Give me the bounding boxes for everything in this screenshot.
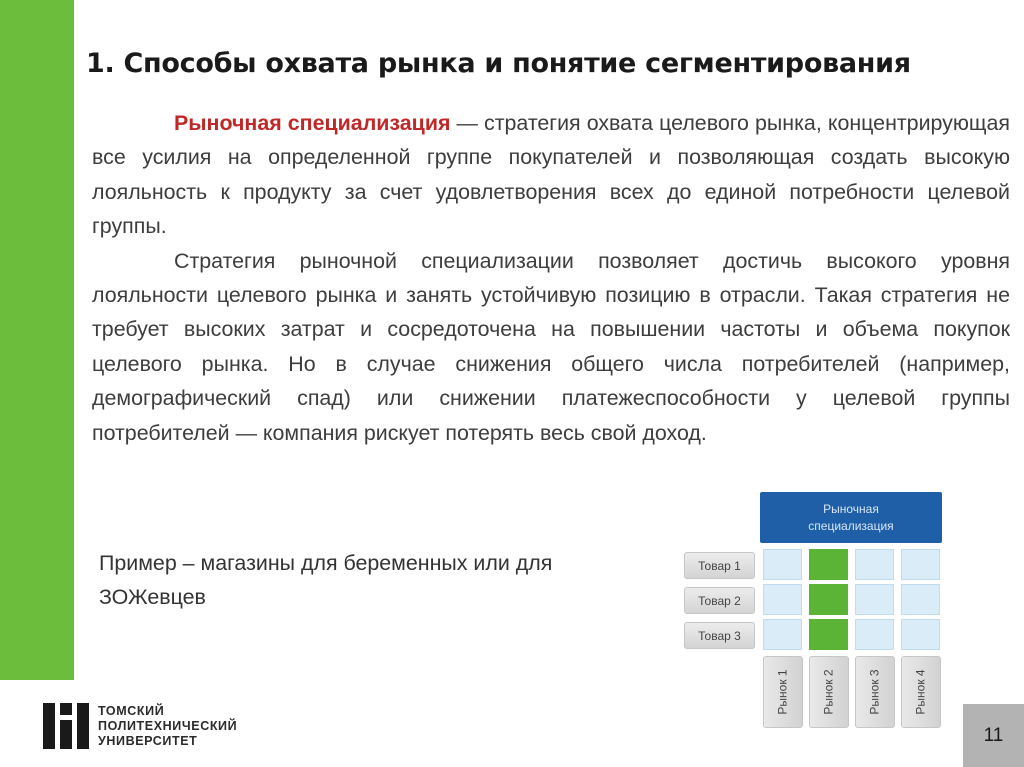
grid-cell <box>901 619 940 650</box>
university-name-line2: ПОЛИТЕХНИЧЕСКИЙ <box>98 719 238 733</box>
market-label-4 <box>901 656 941 728</box>
market-label-2 <box>809 656 849 728</box>
grid-cell <box>901 584 940 615</box>
diagram-header-line2: специализация <box>808 518 894 533</box>
term-market-specialization: Рыночная специализация <box>174 111 451 135</box>
university-name <box>98 704 237 749</box>
paragraph-strategy: Стратегия рыночной специализации позволяет достичь высокого уровня лояльности целевого рынка и занять устойчивую позицию в отрасли. Такая стратегия не требует высоких затрат и сосредоточена на повышении частоты и объема покупок целевого рынка. Но в случае снижения общего числа потребителей (например, демографический спад) или снижении платежеспособности у целевой группы потребителей — компания рискует потерять весь свой доход. <box>92 248 1010 445</box>
market-label-3-text: Рынок 3 <box>868 669 882 715</box>
page-number: 11 <box>963 704 1024 767</box>
definition-text: — стратегия охвата целевого рынка, концентрирующая все усилия на определенной группе покупателей и позволяющая создать высокую лояльность к продукту за счет удовлетворения всех до единой потребности целевой группы. <box>92 111 1010 239</box>
left-accent-bar <box>0 0 74 680</box>
university-logo-icon <box>43 703 89 749</box>
market-label-2-text: Рынок 2 <box>822 669 836 715</box>
university-name-line1: ТОМСКИЙ <box>98 704 165 718</box>
grid-cell-selected <box>809 584 848 615</box>
page-title: 1. Способы охвата рынка и понятие сегментирования <box>86 48 911 79</box>
diagram-header <box>760 492 942 543</box>
product-label-2: Товар 2 <box>684 587 755 614</box>
paragraph-definition <box>92 106 1010 244</box>
diagram-header-line1: Рыночная <box>823 501 879 516</box>
grid-cell <box>855 619 894 650</box>
market-label-1 <box>763 656 803 728</box>
grid-cell <box>763 584 802 615</box>
university-name-line3: УНИВЕРСИТЕТ <box>98 734 198 748</box>
market-label-1-text: Рынок 1 <box>776 669 790 715</box>
grid-cell <box>855 549 894 580</box>
example-text: Пример – магазины для беременных или для ЗОЖевцев <box>99 551 553 609</box>
market-label-4-text: Рынок 4 <box>914 669 928 715</box>
product-label-1: Товар 1 <box>684 552 755 579</box>
grid-cell <box>763 549 802 580</box>
grid-cell-selected <box>809 619 848 650</box>
grid-cell <box>901 549 940 580</box>
body-text <box>92 106 1010 450</box>
grid-cell <box>855 584 894 615</box>
grid-cell <box>763 619 802 650</box>
product-label-3: Товар 3 <box>684 622 755 649</box>
market-label-3 <box>855 656 895 728</box>
grid-cell-selected <box>809 549 848 580</box>
